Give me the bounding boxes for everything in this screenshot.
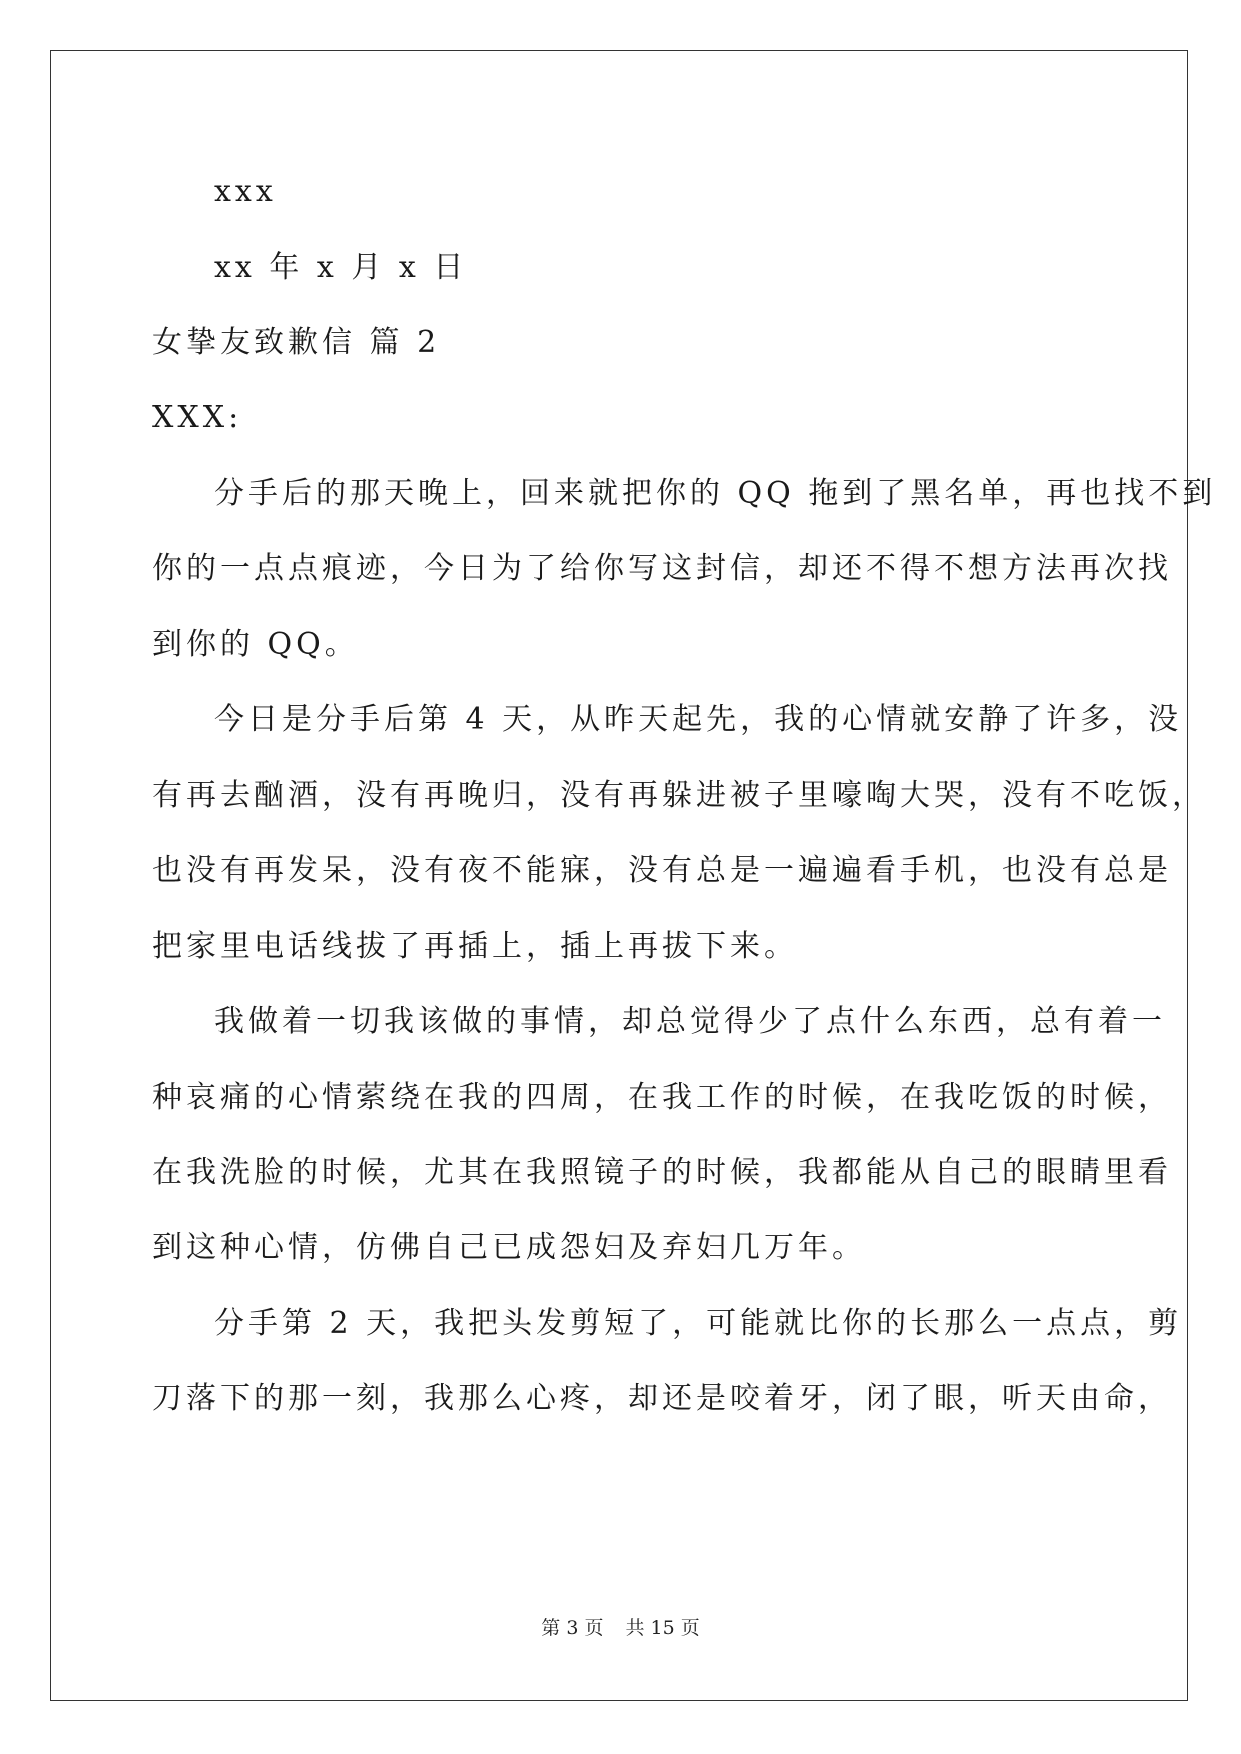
body-line: 分手第 2 天，我把头发剪短了，可能就比你的长那么一点点，剪 bbox=[214, 1306, 1183, 1341]
body-line: 种哀痛的心情萦绕在我的四周，在我工作的时候，在我吃饭的时候， bbox=[152, 1080, 1172, 1115]
body-line: 刀落下的那一刻，我那么心疼，却还是咬着牙，闭了眼，听天由命， bbox=[152, 1381, 1172, 1416]
body-line: 把家里电话线拔了再插上，插上再拔下来。 bbox=[152, 929, 798, 964]
body-line: 我做着一切我该做的事情，却总觉得少了点什么东西，总有着一 bbox=[214, 1004, 1166, 1039]
page-total: 共 15 页 bbox=[625, 1617, 700, 1639]
signature-date: xx 年 x 月 x 日 bbox=[214, 250, 468, 285]
signature-name: xxx bbox=[214, 174, 277, 209]
page-footer bbox=[0, 1616, 1241, 1640]
body-line: 分手后的那天晚上，回来就把你的 QQ 拖到了黑名单，再也找不到 bbox=[214, 476, 1217, 511]
body-line: 到这种心情，仿佛自己已成怨妇及弃妇几万年。 bbox=[152, 1230, 866, 1265]
body-line: 到你的 QQ。 bbox=[152, 627, 359, 662]
body-line: 你的一点点痕迹，今日为了给你写这封信，却还不得不想方法再次找 bbox=[152, 551, 1172, 586]
body-line: 在我洗脸的时候，尤其在我照镜子的时候，我都能从自己的眼睛里看 bbox=[152, 1155, 1172, 1190]
page-number: 第 3 页 bbox=[541, 1617, 604, 1639]
body-line: 也没有再发呆，没有夜不能寐，没有总是一遍遍看手机，也没有总是 bbox=[152, 853, 1172, 888]
salutation: XXX: bbox=[152, 400, 243, 435]
body-line: 有再去酗酒，没有再晚归，没有再躲进被子里嚎啕大哭，没有不吃饭， bbox=[152, 778, 1206, 813]
body-line: 今日是分手后第 4 天，从昨天起先，我的心情就安静了许多，没 bbox=[214, 702, 1183, 737]
section-heading: 女挚友致歉信 篇 2 bbox=[152, 325, 441, 360]
